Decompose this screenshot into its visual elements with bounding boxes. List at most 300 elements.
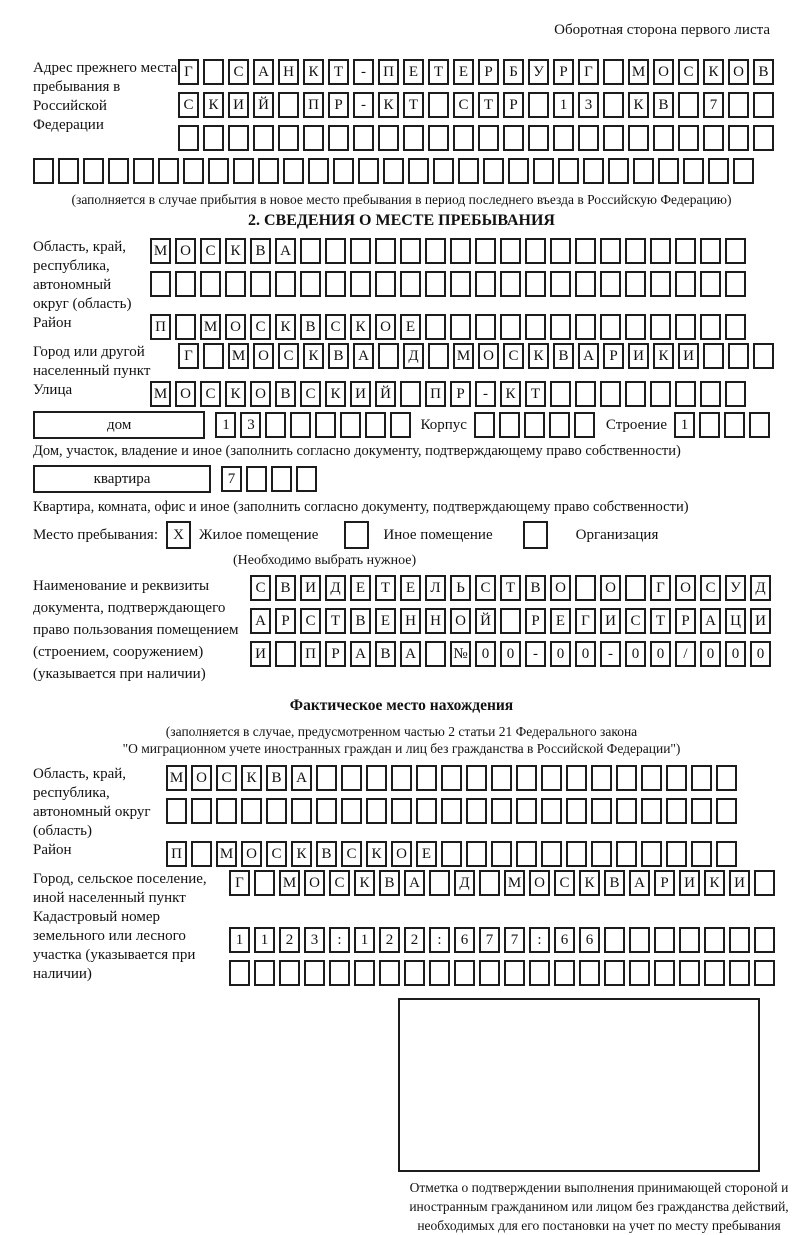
- char-cell[interactable]: [753, 343, 774, 369]
- char-cell[interactable]: [691, 841, 712, 867]
- char-cell[interactable]: [466, 798, 487, 824]
- char-cell[interactable]: [500, 608, 521, 634]
- char-cell[interactable]: В: [379, 870, 400, 896]
- char-cell[interactable]: [529, 960, 550, 986]
- char-cell[interactable]: [390, 412, 411, 438]
- char-cell[interactable]: [228, 125, 249, 151]
- char-cell[interactable]: [378, 343, 399, 369]
- char-cell[interactable]: [604, 960, 625, 986]
- char-cell[interactable]: [316, 765, 337, 791]
- char-cell[interactable]: [500, 238, 521, 264]
- char-cell[interactable]: С: [453, 92, 474, 118]
- char-cell[interactable]: [400, 271, 421, 297]
- char-cell[interactable]: 1: [674, 412, 695, 438]
- char-cell[interactable]: [541, 798, 562, 824]
- char-cell[interactable]: [491, 765, 512, 791]
- char-cell[interactable]: [725, 314, 746, 340]
- char-cell[interactable]: С: [325, 314, 346, 340]
- char-cell[interactable]: [58, 158, 79, 184]
- char-cell[interactable]: [454, 960, 475, 986]
- char-cell[interactable]: 1: [254, 927, 275, 953]
- char-cell[interactable]: [499, 412, 520, 438]
- char-cell[interactable]: [550, 271, 571, 297]
- char-cell[interactable]: Т: [525, 381, 546, 407]
- char-cell[interactable]: Р: [450, 381, 471, 407]
- char-cell[interactable]: [725, 271, 746, 297]
- char-cell[interactable]: С: [200, 238, 221, 264]
- char-cell[interactable]: [591, 841, 612, 867]
- char-cell[interactable]: 1: [354, 927, 375, 953]
- char-cell[interactable]: С: [266, 841, 287, 867]
- char-cell[interactable]: О: [550, 575, 571, 601]
- char-cell[interactable]: [225, 271, 246, 297]
- char-cell[interactable]: [608, 158, 629, 184]
- char-cell[interactable]: [304, 960, 325, 986]
- char-cell[interactable]: [316, 798, 337, 824]
- char-cell[interactable]: [724, 412, 745, 438]
- char-cell[interactable]: [303, 125, 324, 151]
- char-cell[interactable]: [354, 960, 375, 986]
- char-cell[interactable]: [625, 271, 646, 297]
- char-cell[interactable]: К: [528, 343, 549, 369]
- char-cell[interactable]: О: [478, 343, 499, 369]
- char-cell[interactable]: 7: [479, 927, 500, 953]
- char-cell[interactable]: [753, 125, 774, 151]
- fact-raion-cells[interactable]: [166, 841, 737, 867]
- char-cell[interactable]: [654, 927, 675, 953]
- char-cell[interactable]: [575, 238, 596, 264]
- char-cell[interactable]: И: [600, 608, 621, 634]
- char-cell[interactable]: Ь: [450, 575, 471, 601]
- char-cell[interactable]: С: [300, 381, 321, 407]
- char-cell[interactable]: [603, 125, 624, 151]
- char-cell[interactable]: [575, 575, 596, 601]
- char-cell[interactable]: [391, 765, 412, 791]
- char-cell[interactable]: 0: [475, 641, 496, 667]
- char-cell[interactable]: [441, 765, 462, 791]
- char-cell[interactable]: Т: [428, 59, 449, 85]
- char-cell[interactable]: С: [700, 575, 721, 601]
- stroenie-cells[interactable]: [674, 412, 770, 438]
- char-cell[interactable]: И: [250, 641, 271, 667]
- char-cell[interactable]: [675, 238, 696, 264]
- char-cell[interactable]: [254, 960, 275, 986]
- char-cell[interactable]: [254, 870, 275, 896]
- char-cell[interactable]: :: [329, 927, 350, 953]
- char-cell[interactable]: [703, 343, 724, 369]
- char-cell[interactable]: И: [679, 870, 700, 896]
- char-cell[interactable]: А: [700, 608, 721, 634]
- char-cell[interactable]: [479, 960, 500, 986]
- char-cell[interactable]: [700, 381, 721, 407]
- char-cell[interactable]: [753, 92, 774, 118]
- char-cell[interactable]: [341, 798, 362, 824]
- char-cell[interactable]: [700, 271, 721, 297]
- char-cell[interactable]: [666, 841, 687, 867]
- char-cell[interactable]: В: [266, 765, 287, 791]
- char-cell[interactable]: [653, 125, 674, 151]
- char-cell[interactable]: [525, 238, 546, 264]
- char-cell[interactable]: [716, 798, 737, 824]
- char-cell[interactable]: [591, 765, 612, 791]
- char-cell[interactable]: О: [250, 381, 271, 407]
- char-cell[interactable]: П: [300, 641, 321, 667]
- char-cell[interactable]: Т: [500, 575, 521, 601]
- char-cell[interactable]: Е: [350, 575, 371, 601]
- char-cell[interactable]: [474, 412, 495, 438]
- char-cell[interactable]: О: [225, 314, 246, 340]
- char-cell[interactable]: [353, 125, 374, 151]
- char-cell[interactable]: [729, 960, 750, 986]
- char-cell[interactable]: М: [216, 841, 237, 867]
- char-cell[interactable]: 3: [240, 412, 261, 438]
- char-cell[interactable]: [708, 158, 729, 184]
- char-cell[interactable]: [600, 271, 621, 297]
- char-cell[interactable]: М: [150, 238, 171, 264]
- char-cell[interactable]: [450, 314, 471, 340]
- char-cell[interactable]: А: [291, 765, 312, 791]
- char-cell[interactable]: [425, 641, 446, 667]
- char-cell[interactable]: Р: [553, 59, 574, 85]
- char-cell[interactable]: [229, 960, 250, 986]
- char-cell[interactable]: [203, 343, 224, 369]
- char-cell[interactable]: А: [350, 641, 371, 667]
- char-cell[interactable]: Г: [575, 608, 596, 634]
- char-cell[interactable]: [700, 238, 721, 264]
- char-cell[interactable]: О: [653, 59, 674, 85]
- char-cell[interactable]: П: [166, 841, 187, 867]
- char-cell[interactable]: [603, 59, 624, 85]
- gorod-cells[interactable]: [178, 343, 774, 369]
- char-cell[interactable]: [450, 238, 471, 264]
- char-cell[interactable]: [754, 870, 775, 896]
- char-cell[interactable]: [383, 158, 404, 184]
- char-cell[interactable]: И: [228, 92, 249, 118]
- char-cell[interactable]: [525, 314, 546, 340]
- char-cell[interactable]: [290, 412, 311, 438]
- char-cell[interactable]: [703, 125, 724, 151]
- char-cell[interactable]: 7: [504, 927, 525, 953]
- char-cell[interactable]: [175, 271, 196, 297]
- char-cell[interactable]: [650, 238, 671, 264]
- char-cell[interactable]: И: [678, 343, 699, 369]
- char-cell[interactable]: О: [175, 238, 196, 264]
- char-cell[interactable]: М: [150, 381, 171, 407]
- char-cell[interactable]: 0: [550, 641, 571, 667]
- char-cell[interactable]: [191, 798, 212, 824]
- char-cell[interactable]: [325, 271, 346, 297]
- char-cell[interactable]: [616, 841, 637, 867]
- char-cell[interactable]: 3: [578, 92, 599, 118]
- char-cell[interactable]: [366, 765, 387, 791]
- char-cell[interactable]: К: [628, 92, 649, 118]
- char-cell[interactable]: [291, 798, 312, 824]
- char-cell[interactable]: А: [578, 343, 599, 369]
- char-cell[interactable]: 6: [554, 927, 575, 953]
- char-cell[interactable]: С: [625, 608, 646, 634]
- char-cell[interactable]: [675, 314, 696, 340]
- char-cell[interactable]: [579, 960, 600, 986]
- char-cell[interactable]: Д: [750, 575, 771, 601]
- char-cell[interactable]: [375, 271, 396, 297]
- char-cell[interactable]: Т: [325, 608, 346, 634]
- char-cell[interactable]: В: [300, 314, 321, 340]
- char-cell[interactable]: [679, 960, 700, 986]
- char-cell[interactable]: [350, 238, 371, 264]
- prev-address-cells-3[interactable]: [178, 125, 774, 151]
- char-cell[interactable]: [250, 271, 271, 297]
- char-cell[interactable]: В: [375, 641, 396, 667]
- char-cell[interactable]: [733, 158, 754, 184]
- char-cell[interactable]: К: [303, 59, 324, 85]
- char-cell[interactable]: 6: [454, 927, 475, 953]
- char-cell[interactable]: [453, 125, 474, 151]
- doc-cells-3[interactable]: [250, 641, 771, 667]
- char-cell[interactable]: П: [303, 92, 324, 118]
- char-cell[interactable]: [533, 158, 554, 184]
- char-cell[interactable]: О: [375, 314, 396, 340]
- char-cell[interactable]: [725, 381, 746, 407]
- kvartira-cells[interactable]: [221, 466, 317, 492]
- char-cell[interactable]: [491, 798, 512, 824]
- char-cell[interactable]: [191, 841, 212, 867]
- char-cell[interactable]: 0: [575, 641, 596, 667]
- char-cell[interactable]: [246, 466, 267, 492]
- char-cell[interactable]: [604, 927, 625, 953]
- char-cell[interactable]: [566, 841, 587, 867]
- char-cell[interactable]: М: [628, 59, 649, 85]
- char-cell[interactable]: [558, 158, 579, 184]
- char-cell[interactable]: [300, 271, 321, 297]
- char-cell[interactable]: 2: [379, 927, 400, 953]
- char-cell[interactable]: Г: [578, 59, 599, 85]
- char-cell[interactable]: В: [525, 575, 546, 601]
- char-cell[interactable]: С: [300, 608, 321, 634]
- char-cell[interactable]: К: [203, 92, 224, 118]
- char-cell[interactable]: [340, 412, 361, 438]
- fact-oblast-cells-1[interactable]: [166, 765, 737, 791]
- char-cell[interactable]: Р: [328, 92, 349, 118]
- char-cell[interactable]: О: [529, 870, 550, 896]
- char-cell[interactable]: Е: [453, 59, 474, 85]
- char-cell[interactable]: А: [353, 343, 374, 369]
- char-cell[interactable]: [150, 271, 171, 297]
- char-cell[interactable]: [549, 412, 570, 438]
- char-cell[interactable]: [203, 59, 224, 85]
- char-cell[interactable]: В: [316, 841, 337, 867]
- char-cell[interactable]: [283, 158, 304, 184]
- char-cell[interactable]: [428, 343, 449, 369]
- char-cell[interactable]: -: [353, 92, 374, 118]
- char-cell[interactable]: [500, 271, 521, 297]
- char-cell[interactable]: М: [166, 765, 187, 791]
- char-cell[interactable]: Т: [650, 608, 671, 634]
- char-cell[interactable]: О: [191, 765, 212, 791]
- char-cell[interactable]: [625, 381, 646, 407]
- char-cell[interactable]: 7: [703, 92, 724, 118]
- char-cell[interactable]: 7: [221, 466, 242, 492]
- char-cell[interactable]: [550, 314, 571, 340]
- char-cell[interactable]: М: [228, 343, 249, 369]
- char-cell[interactable]: К: [291, 841, 312, 867]
- char-cell[interactable]: С: [475, 575, 496, 601]
- char-cell[interactable]: Ц: [725, 608, 746, 634]
- char-cell[interactable]: Г: [650, 575, 671, 601]
- char-cell[interactable]: С: [178, 92, 199, 118]
- doc-cells-1[interactable]: [250, 575, 771, 601]
- char-cell[interactable]: С: [678, 59, 699, 85]
- char-cell[interactable]: Д: [325, 575, 346, 601]
- char-cell[interactable]: Р: [654, 870, 675, 896]
- char-cell[interactable]: [391, 798, 412, 824]
- char-cell[interactable]: [550, 238, 571, 264]
- char-cell[interactable]: [275, 641, 296, 667]
- char-cell[interactable]: В: [275, 381, 296, 407]
- char-cell[interactable]: П: [150, 314, 171, 340]
- char-cell[interactable]: [408, 158, 429, 184]
- char-cell[interactable]: [466, 841, 487, 867]
- char-cell[interactable]: [208, 158, 229, 184]
- char-cell[interactable]: [574, 412, 595, 438]
- char-cell[interactable]: :: [429, 927, 450, 953]
- char-cell[interactable]: [650, 381, 671, 407]
- char-cell[interactable]: И: [628, 343, 649, 369]
- char-cell[interactable]: [578, 125, 599, 151]
- char-cell[interactable]: Й: [475, 608, 496, 634]
- char-cell[interactable]: [666, 798, 687, 824]
- char-cell[interactable]: [575, 271, 596, 297]
- char-cell[interactable]: [253, 125, 274, 151]
- char-cell[interactable]: [728, 92, 749, 118]
- char-cell[interactable]: В: [604, 870, 625, 896]
- char-cell[interactable]: -: [600, 641, 621, 667]
- kadastr-cells-2[interactable]: [229, 960, 775, 986]
- char-cell[interactable]: Е: [550, 608, 571, 634]
- korpus-cells[interactable]: [474, 412, 595, 438]
- char-cell[interactable]: [554, 960, 575, 986]
- char-cell[interactable]: [271, 466, 292, 492]
- char-cell[interactable]: 0: [500, 641, 521, 667]
- checkbox-inoe[interactable]: [344, 521, 369, 549]
- char-cell[interactable]: В: [350, 608, 371, 634]
- char-cell[interactable]: [258, 158, 279, 184]
- char-cell[interactable]: [416, 798, 437, 824]
- char-cell[interactable]: Е: [416, 841, 437, 867]
- char-cell[interactable]: Н: [425, 608, 446, 634]
- char-cell[interactable]: [83, 158, 104, 184]
- char-cell[interactable]: :: [529, 927, 550, 953]
- char-cell[interactable]: [516, 798, 537, 824]
- char-cell[interactable]: [365, 412, 386, 438]
- fact-gorod-cells[interactable]: [229, 870, 775, 896]
- char-cell[interactable]: [158, 158, 179, 184]
- char-cell[interactable]: [315, 412, 336, 438]
- char-cell[interactable]: [628, 125, 649, 151]
- char-cell[interactable]: С: [216, 765, 237, 791]
- char-cell[interactable]: [754, 927, 775, 953]
- char-cell[interactable]: [678, 125, 699, 151]
- char-cell[interactable]: 1: [553, 92, 574, 118]
- char-cell[interactable]: [625, 238, 646, 264]
- char-cell[interactable]: [358, 158, 379, 184]
- char-cell[interactable]: [566, 765, 587, 791]
- char-cell[interactable]: [175, 314, 196, 340]
- char-cell[interactable]: [428, 92, 449, 118]
- char-cell[interactable]: [425, 271, 446, 297]
- char-cell[interactable]: [541, 765, 562, 791]
- char-cell[interactable]: [553, 125, 574, 151]
- char-cell[interactable]: [400, 381, 421, 407]
- char-cell[interactable]: К: [350, 314, 371, 340]
- char-cell[interactable]: Р: [503, 92, 524, 118]
- char-cell[interactable]: К: [366, 841, 387, 867]
- char-cell[interactable]: [566, 798, 587, 824]
- char-cell[interactable]: [575, 381, 596, 407]
- char-cell[interactable]: К: [704, 870, 725, 896]
- char-cell[interactable]: [403, 125, 424, 151]
- char-cell[interactable]: [491, 841, 512, 867]
- char-cell[interactable]: А: [275, 238, 296, 264]
- char-cell[interactable]: [641, 798, 662, 824]
- char-cell[interactable]: В: [250, 238, 271, 264]
- fact-oblast-cells-2[interactable]: [166, 798, 737, 824]
- char-cell[interactable]: [475, 314, 496, 340]
- char-cell[interactable]: О: [391, 841, 412, 867]
- char-cell[interactable]: [754, 960, 775, 986]
- dom-cells[interactable]: [215, 412, 411, 438]
- char-cell[interactable]: [691, 798, 712, 824]
- char-cell[interactable]: С: [503, 343, 524, 369]
- char-cell[interactable]: [200, 271, 221, 297]
- char-cell[interactable]: [450, 271, 471, 297]
- char-cell[interactable]: К: [275, 314, 296, 340]
- char-cell[interactable]: [603, 92, 624, 118]
- char-cell[interactable]: [678, 92, 699, 118]
- checkbox-zhiloe[interactable]: X: [166, 521, 191, 549]
- char-cell[interactable]: [329, 960, 350, 986]
- char-cell[interactable]: Н: [400, 608, 421, 634]
- checkbox-org[interactable]: [523, 521, 548, 549]
- char-cell[interactable]: К: [225, 238, 246, 264]
- char-cell[interactable]: 0: [750, 641, 771, 667]
- char-cell[interactable]: [375, 238, 396, 264]
- char-cell[interactable]: О: [304, 870, 325, 896]
- char-cell[interactable]: [400, 238, 421, 264]
- char-cell[interactable]: С: [554, 870, 575, 896]
- char-cell[interactable]: М: [504, 870, 525, 896]
- char-cell[interactable]: [679, 927, 700, 953]
- char-cell[interactable]: С: [228, 59, 249, 85]
- char-cell[interactable]: [429, 960, 450, 986]
- char-cell[interactable]: [625, 314, 646, 340]
- char-cell[interactable]: [366, 798, 387, 824]
- char-cell[interactable]: Й: [375, 381, 396, 407]
- char-cell[interactable]: Е: [400, 575, 421, 601]
- char-cell[interactable]: [729, 927, 750, 953]
- char-cell[interactable]: [441, 841, 462, 867]
- char-cell[interactable]: 1: [229, 927, 250, 953]
- char-cell[interactable]: И: [750, 608, 771, 634]
- char-cell[interactable]: О: [175, 381, 196, 407]
- char-cell[interactable]: [541, 841, 562, 867]
- char-cell[interactable]: М: [279, 870, 300, 896]
- char-cell[interactable]: Т: [375, 575, 396, 601]
- char-cell[interactable]: [33, 158, 54, 184]
- char-cell[interactable]: Р: [325, 641, 346, 667]
- char-cell[interactable]: [266, 798, 287, 824]
- char-cell[interactable]: [666, 765, 687, 791]
- char-cell[interactable]: Р: [275, 608, 296, 634]
